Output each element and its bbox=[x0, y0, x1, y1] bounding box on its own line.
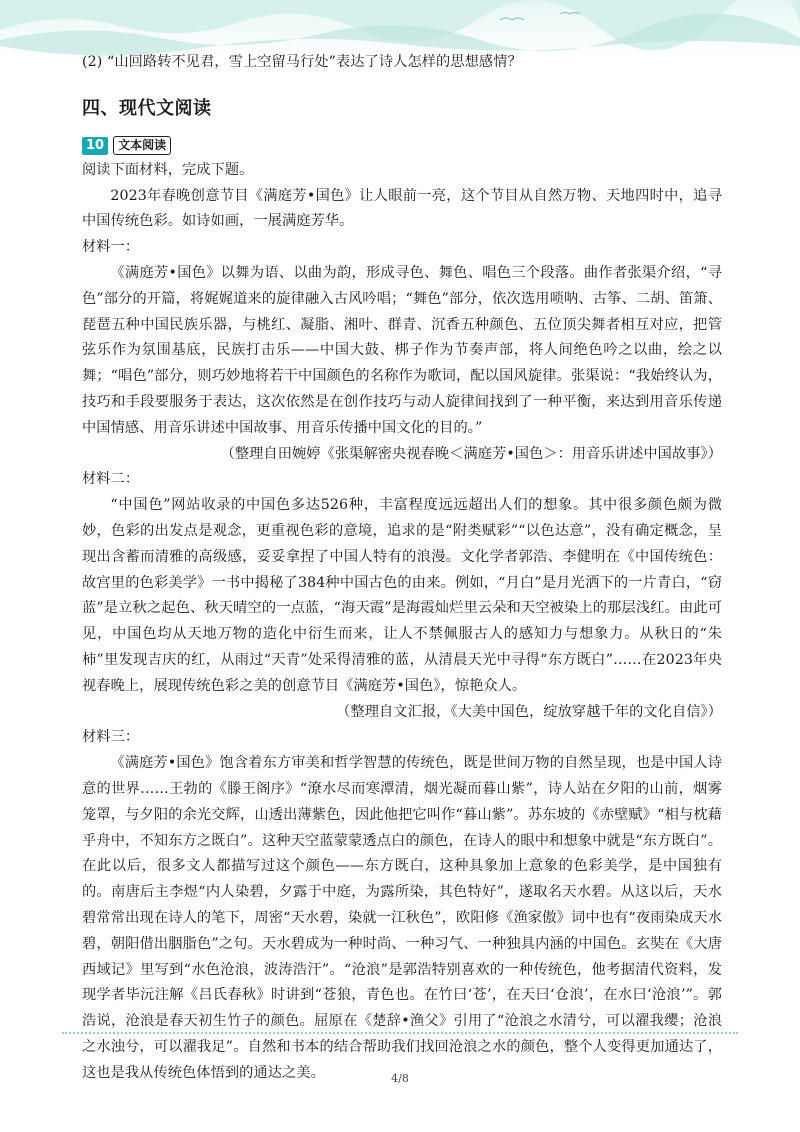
section-title: 四、现代文阅读 bbox=[82, 97, 212, 119]
question-header bbox=[82, 134, 722, 158]
material2-text: “中国色”网站收录的中国色多达526种，丰富程度远远超出人们的想象。其中很多颜色颇为微妙，色彩的出发点是观念，更重视色彩的意境，追求的是“附类赋彩”“以色达意”，没有确定概念，呈现出含蓄而清雅的高级感，妥妥拿捏了中国人特有的浪漫。文化学者郭浩、李健明在《中国传统色：故宫里的色彩美学》一书中揭秘了384种中国古色的由来。例如，“月白”是月光洒下的一片青白，“窃蓝”是立秋之起色、秋天晴空的一点蓝，“海天霞”是海霞灿烂里云朵和天空被染上的那层浅红。由此可见，中国色均从天地万物的造化中衍生而来，让人不禁佩服古人的感知力与想象力。从秋日的“朱柿”里发现吉庆的红，从雨过“天青”处采得清雅的蓝，从清晨天光中寻得“东方既白”……在2023年央视春晚上，展现传统色彩之美的创意节目《满庭芳•国色》，惊艳众人。 bbox=[82, 497, 722, 694]
question-type-tag: 文本阅读 bbox=[113, 136, 171, 155]
material1-text: 《满庭芳•国色》以舞为语、以曲为韵，形成寻色、舞色、唱色三个段落。曲作者张渠介绍，“寻色”部分的开篇，将娓娓道来的旋律融入古风吟唱；“舞色”部分，依次选用唢呐、古筝、二胡、笛箫、琵琶五种中国民族乐器，与桃红、凝脂、湘叶、群青、沉香五种颜色、五位顶尖舞者相互对应，把管弦乐作为氛围基底，民族打击乐——中国大鼓、梆子作为节奏声部，将人间绝色吟之以曲，绘之以舞；“唱色”部分，则巧妙地将若干中国颜色的名称作为歌词，配以国风旋律。张渠说：“我始终认为，技巧和手段要服务于表达，这次依然是在创作技巧与动人旋律间找到了一种平衡，来达到用音乐传递中国情感、用音乐讲述中国故事、用音乐传播中国文化的目的。” bbox=[82, 264, 722, 436]
instruction: 阅读下面材料，完成下题。 bbox=[82, 161, 254, 178]
material3-text: 《满庭芳•国色》饱含着东方审美和哲学智慧的传统色，既是世间万物的自然呈现，也是中国人诗意的世界……王勃的《滕王阁序》“潦水尽而寒潭清，烟光凝而暮山紫”，诗人站在夕阳的山前，烟雾笼罩，与夕阳的余光交辉，山透出薄紫色，因此他把它叫作“暮山紫”。苏东坡的《赤壁赋》“相与枕藉乎舟中，不知东方之既白”。这种天空蓝蒙蒙透点白的颜色，在诗人的眼中和想象中就是“东方既白”。在此以后，很多文人都描写过这个颜色——东方既白，这种具象加上意象的色彩美学，是中国独有的。南唐后主李煜“内人染碧，夕露于中庭，为露所染，其色特好”，遂取名天水碧。从这以后，天水碧常常出现在诗人的笔下，周密“天水碧，染就一江秋色”，欧阳修《渔家傲》词中也有“夜雨染成天水碧，朝阳借出胭脂色”之句。天水碧成为一种时尚、一种习气、一种独具内涵的中国色。玄奘在《大唐西域记》里写到“水色沧浪，波涛浩汗”。“沧浪”是郭浩特别喜欢的一种传统色，他考据清代资料，发现学者毕沅注解《吕氏春秋》时讲到“苍狼，青色也。在竹曰‘苍’，在天曰‘仓浪’，在水曰‘沧浪’”。郭浩说，沧浪是春天初生竹子的颜色。屈原在《楚辞•渔父》引用了“沧浪之水清兮，可以濯我缨；沧浪之水浊兮，可以濯我足”。自然和书本的结合帮助我们找回沧浪之水的颜色，整个人变得更加通达了，这也是我从传统色体悟到的通达之美。 bbox=[82, 755, 722, 1081]
material1-label: 材料一： bbox=[82, 239, 140, 256]
intro-paragraph: 2023年春晚创意节目《满庭芳•国色》让人眼前一亮，这个节目从自然万物、天地四时中，追寻中国传统色彩。如诗如画，一展满庭芳华。 bbox=[82, 187, 722, 230]
page-number: 4/8 bbox=[391, 1072, 409, 1085]
page-content bbox=[82, 50, 722, 1086]
material3-label: 材料三： bbox=[82, 729, 140, 746]
footer-divider bbox=[62, 1032, 738, 1034]
question-prev: (2) “山回路转不见君，雪上空留马行处”表达了诗人怎样的思想感情？ bbox=[82, 54, 522, 70]
material1-source: （整理自田婉婷《张渠解密央视春晚＜满庭芳•国色＞：用音乐讲述中国故事》） bbox=[220, 445, 722, 462]
question-number-badge: 10 bbox=[82, 137, 108, 155]
material2-label: 材料二： bbox=[82, 471, 140, 488]
material2-source: （整理自文汇报，《大美中国色，绽放穿越千年的文化自信》） bbox=[336, 703, 722, 720]
